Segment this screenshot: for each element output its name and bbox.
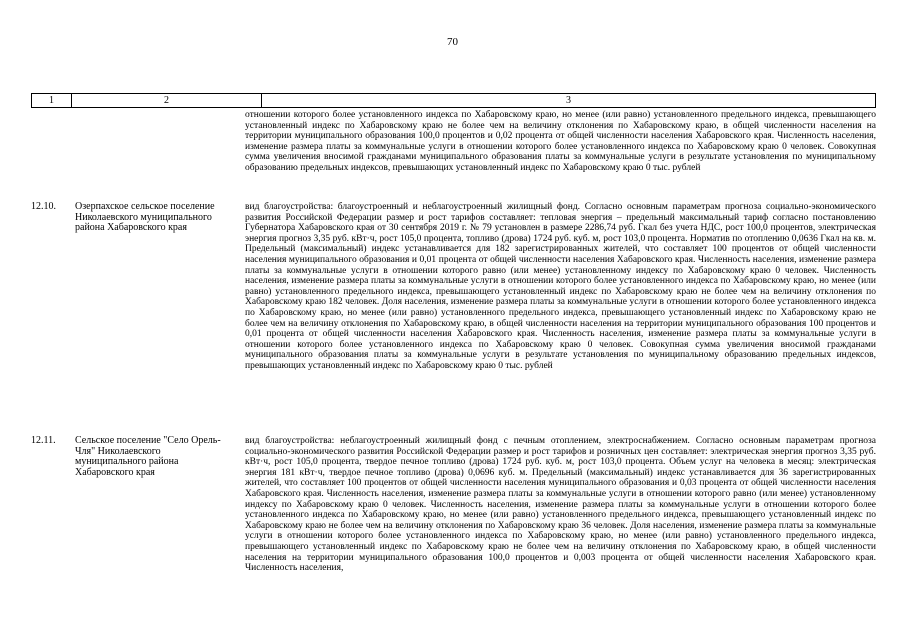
page-number: 70	[447, 36, 458, 48]
row-description: вид благоустройства: благоустроенный и неблагоустроенный жилищный фонд. Согласно основным параметрам прогноза социально-экономического развития Российской Федерации размер и рост тарифов составляет: тепловая энергия – предельный максимальный тариф согласно постановлению Губернатора Хабаровского края от 30 сентября 2019 г. № 79 установлен в размере 2286,74 руб. Гкал без учета НДС, рост 100,0 процентов, электрическая энергия прогноз 3,35 руб. кВт·ч, рост 105,0 процента, топливо (дрова) 1724 руб. куб. м, рост 103,0 процента. Норматив по отоплению 0,0636 Гкал на кв. м. Предельный (максимальный) индекс устанавливается для 182 зарегистрированных жителей, что составляет 100 процентов от общей численности населения муниципального образования и 0,01 процента от общей численности населения Хабаровского края. Численность населения, изменение размера платы за коммунальные услуги в отношении которого равно (или менее) установленному индексу по Хабаровскому краю 0 человек. Численность населения, изменение размера платы за коммунальные услуги в отношении которого более установленного индекса по Хабаровскому краю, но менее (или равно) установленного предельного индекса, превышающего установленный индекс по Хабаровскому краю не более чем на величину отклонения по Хабаровскому краю 182 человек. Доля населения, изменение размера платы за коммунальные услуги в отношении которого более установленного индекса по Хабаровскому краю, но менее (или равно) установленного предельного индекса, превышающего установленный индекс по Хабаровскому краю не более чем на величину отклонения по Хабаровскому краю, в общей численности населения на территории муниципального образования 100 процентов и 0,01 процента от общей численности населения Хабаровского края. Численность населения, изменение размера платы за коммунальные услуги в отношении которого более установленного индекса по Хабаровскому краю 0 человек. Совокупная сумма увеличения вносимой гражданами муниципального образования платы за коммунальные услуги в результате установления по муниципальному образованию предельных индексов, превышающих установленный индекс по Хабаровскому краю 0 тыс. рублей	[245, 202, 876, 371]
table-header-col3: 3	[261, 94, 876, 107]
table-header-row	[31, 93, 876, 108]
row-municipality-name: Озерпахское сельское поселение Николаевского муниципального района Хабаровского края	[75, 201, 215, 234]
table-header-col1: 1	[31, 94, 71, 107]
row-description: вид благоустройства: неблагоустроенный жилищный фонд с печным отоплением, электроснабжением. Согласно основным параметрам прогноза социально-экономического развития Российской Федерации размер и рост тарифов и розничных цен составляет: электрическая энергия прогноз 3,35 руб. кВт·ч, рост 105,0 процента, твердое печное топливо (дрова) 1724 руб. куб. м, рост 103,0 процента. Объем услуг на человека в месяц: электрическая энергия 181 кВт·ч, твердое печное топливо (дрова) 0,0696 куб. м. Предельный (максимальный) индекс устанавливается для 36 зарегистрированных жителей, что составляет 100 процентов от общей численности населения муниципального образования и 0,03 процента от общей численности населения Хабаровского края. Численность населения, изменение размера платы за коммунальные услуги в отношении которого равно (или менее) установленному индексу по Хабаровскому краю 0 человек. Численность населения, изменение размера платы за коммунальные услуги в отношении которого более установленного индекса по Хабаровскому краю, но менее (или равно) установленного предельного индекса, превышающего установленный индекс по Хабаровскому краю не более чем на величину отклонения по Хабаровскому краю 36 человек. Доля населения, изменение размера платы за коммунальные услуги в отношении которого более установленного индекса по Хабаровскому краю, но менее (или равно) установленного предельного индекса, превышающего установленный индекс по Хабаровскому краю не более чем на величину отклонения по Хабаровскому краю, в общей численности населения на территории муниципального образования 100,0 процентов и 0,003 процента от общей численности населения Хабаровского края. Численность населения,	[245, 436, 876, 574]
row-description: отношении которого более установленного индекса по Хабаровскому краю, но менее (или равно) установленного предельного индекса, превышающего установленный индекс по Хабаровскому краю не более чем на величину отклонения по Хабаровскому краю, в общей численности населения на территории муниципального образования 100,0 процентов и 0,02 процента от общей численности населения Хабаровского края. Численность населения, изменение размера платы за коммунальные услуги в отношении которого более установленного индекса по Хабаровскому краю 0 человек. Совокупная сумма увеличения вносимой гражданами муниципального образования платы за коммунальные услуги в результате установления по муниципальному образованию предельных индексов, превышающих установленный индекс по Хабаровскому краю 0 тыс. рублей	[245, 110, 876, 173]
row-municipality-name: Сельское поселение "Село Орель-Чля" Николаевского муниципального района Хабаровского края	[75, 435, 221, 478]
table-header-col2: 2	[71, 94, 261, 107]
row-number: 12.11.	[31, 435, 56, 446]
row-number: 12.10.	[31, 201, 56, 212]
